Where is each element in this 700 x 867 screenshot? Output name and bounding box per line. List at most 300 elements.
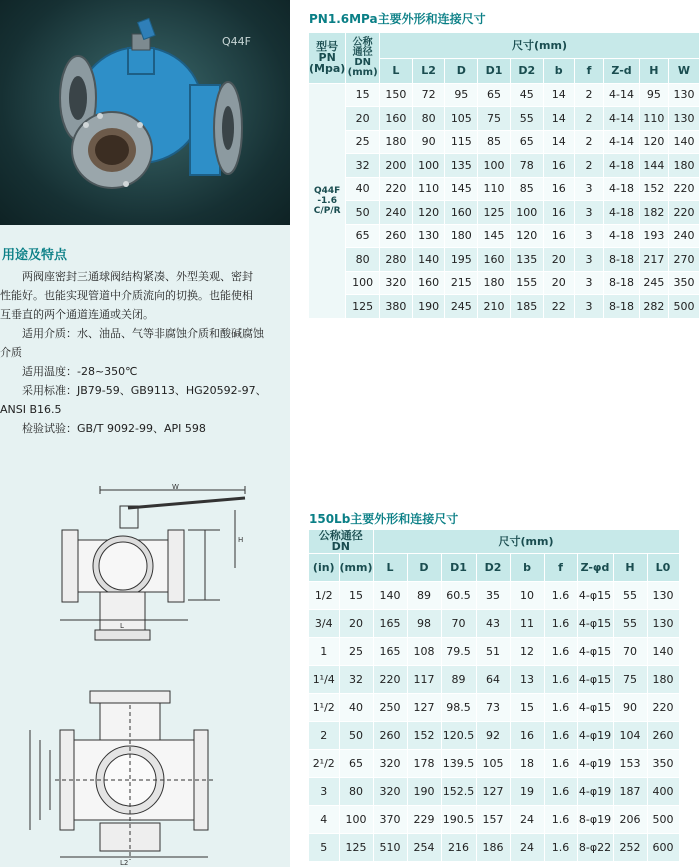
table2-cell: 320 [373, 749, 407, 777]
table1-cell: 350 [668, 271, 699, 295]
table1-cell: 2 [574, 154, 603, 178]
table1-cell: 125 [346, 295, 380, 319]
table1-cell: 4-18 [604, 201, 640, 225]
table1-header-dn-l2: 通径 [352, 46, 373, 58]
table1-model-line: Q44F [313, 185, 341, 196]
table1-cell: 14 [543, 83, 574, 107]
table1-cell: 160 [379, 107, 412, 131]
table2-cell: 16 [510, 721, 544, 749]
table1-cell: 120 [639, 130, 668, 154]
table1-row [309, 295, 700, 319]
features-desc-line2: 性能好。也能实现管道中介质流向的切换。也能使相 [0, 289, 253, 302]
table2-cell: 140 [373, 581, 407, 609]
table2-cell: 20 [339, 609, 373, 637]
table1-cell: 144 [639, 154, 668, 178]
table2-col-header: H [613, 553, 647, 581]
table2-cell: 1 [309, 637, 339, 665]
table1-cell: 220 [668, 201, 699, 225]
table2-cell: 80 [339, 777, 373, 805]
table1-cell: 120 [510, 224, 543, 248]
features-title: 用途及特点 [2, 248, 68, 263]
table1-header-model-l1: 型号 [316, 40, 339, 54]
table1-cell: 180 [478, 271, 511, 295]
table1-col-header: L2 [412, 58, 445, 83]
table1-row [309, 130, 700, 154]
table2-cell: 40 [339, 693, 373, 721]
table1-cell: 160 [478, 248, 511, 272]
table1-cell: 110 [639, 107, 668, 131]
table1-cell: 22 [543, 295, 574, 319]
table2-cell: 92 [476, 721, 510, 749]
table1-cell: 55 [510, 107, 543, 131]
table1-cell: 25 [346, 130, 380, 154]
table2-cell: 130 [647, 609, 679, 637]
table2-cell: 1.6 [544, 805, 577, 833]
table2-row [309, 609, 679, 637]
table2-cell: 187 [613, 777, 647, 805]
table2-cell: 98 [407, 609, 441, 637]
table1-cell: 182 [639, 201, 668, 225]
table2-cell: 152.5 [441, 777, 476, 805]
table2-cell: 50 [339, 721, 373, 749]
table1-cell: 200 [379, 154, 412, 178]
table1-cell: 110 [478, 177, 511, 201]
table1-cell: 3 [574, 201, 603, 225]
table1-cell: 215 [445, 271, 478, 295]
table1-cell: 2 [574, 83, 603, 107]
table2-cell: 1.6 [544, 749, 577, 777]
features-standard-line2: ANSI B16.5 [0, 403, 62, 416]
table2-col-header: D2 [476, 553, 510, 581]
table1-cell: 100 [346, 271, 380, 295]
table1-cell: 32 [346, 154, 380, 178]
table2-cell: 8-φ22 [577, 833, 613, 861]
table1-cell: 155 [510, 271, 543, 295]
table1-model-cell [309, 83, 346, 318]
table2-cell: 220 [647, 693, 679, 721]
table2-cell: 104 [613, 721, 647, 749]
table2-row [309, 833, 679, 861]
table2-cell: 4-φ15 [577, 665, 613, 693]
table1-col-header: D2 [510, 58, 543, 83]
table2-title: 150Lb主要外形和连接尺寸 [309, 512, 459, 526]
table1-row [309, 107, 700, 131]
table2-cell: 260 [373, 721, 407, 749]
photo-caption: Q44F [222, 35, 251, 48]
table1-cell: 152 [639, 177, 668, 201]
table2-cell: 4-φ15 [577, 609, 613, 637]
table1-cell: 100 [478, 154, 511, 178]
table2-col-header: D [407, 553, 441, 581]
table1-cell: 217 [639, 248, 668, 272]
table1-cell: 65 [346, 224, 380, 248]
table2-col-header: L [373, 553, 407, 581]
table1-cell: 190 [412, 295, 445, 319]
table1-cell: 8-18 [604, 271, 640, 295]
table2-cell: 35 [476, 581, 510, 609]
table2-col-header: (mm) [339, 553, 373, 581]
table2-row [309, 749, 679, 777]
table1-cell: 45 [510, 83, 543, 107]
table2-cell: 75 [613, 665, 647, 693]
table1-col-header: H [639, 58, 668, 83]
table1-cell: 95 [639, 83, 668, 107]
table2-cell: 1¹/4 [309, 665, 339, 693]
table2-cell: 1.6 [544, 777, 577, 805]
table2-cell: 32 [339, 665, 373, 693]
drawing-label-w: W [172, 483, 179, 491]
table2-cell: 130 [647, 581, 679, 609]
table2-cell: 5 [309, 833, 339, 861]
table1-cell: 210 [478, 295, 511, 319]
left-column [0, 0, 290, 867]
table1-header-size: 尺寸(mm) [379, 33, 699, 58]
valve-illustration [0, 0, 290, 225]
table1-cell: 2 [574, 130, 603, 154]
table2-cell: 127 [476, 777, 510, 805]
features-section [0, 232, 290, 438]
table1-cell: 65 [510, 130, 543, 154]
table1-row [309, 154, 700, 178]
table1-cell: 245 [445, 295, 478, 319]
table1-cell: 140 [668, 130, 699, 154]
table2-cell: 15 [510, 693, 544, 721]
table1-cell: 3 [574, 224, 603, 248]
table2-cell: 3 [309, 777, 339, 805]
table2-cell: 98.5 [441, 693, 476, 721]
table2-cell: 1.6 [544, 637, 577, 665]
features-desc-line1: 两阀座密封三通球阀结构紧凑、外型美观、密封 [22, 270, 253, 283]
table2-cell: 125 [339, 833, 373, 861]
table2-cell: 178 [407, 749, 441, 777]
table1-cell: 140 [412, 248, 445, 272]
table1-cell: 85 [478, 130, 511, 154]
table2-cell: 600 [647, 833, 679, 861]
table1-cell: 40 [346, 177, 380, 201]
table1-cell: 15 [346, 83, 380, 107]
table2-cell: 2 [309, 721, 339, 749]
table1-model-line: C/P/R [313, 205, 341, 216]
table2-cell: 70 [441, 609, 476, 637]
table2-cell: 186 [476, 833, 510, 861]
table2-cell: 120.5 [441, 721, 476, 749]
table1-col-header: b [543, 58, 574, 83]
table1-row [309, 248, 700, 272]
table2-cell: 105 [476, 749, 510, 777]
table2-cell: 139.5 [441, 749, 476, 777]
table2-cell: 51 [476, 637, 510, 665]
table1-cell: 160 [445, 201, 478, 225]
table2-cell: 73 [476, 693, 510, 721]
table2-cell: 1.6 [544, 609, 577, 637]
table2-cell: 1¹/2 [309, 693, 339, 721]
table2-cell: 11 [510, 609, 544, 637]
table2-cell: 100 [339, 805, 373, 833]
table1-header-model [309, 33, 346, 83]
table1-header-model-l3: (Mpa) [309, 62, 346, 76]
table1-cell: 240 [379, 201, 412, 225]
table2-cell: 90 [613, 693, 647, 721]
table2-cell: 108 [407, 637, 441, 665]
table1-row [309, 271, 700, 295]
table1-cell: 145 [445, 177, 478, 201]
table2-cell: 13 [510, 665, 544, 693]
table1-cell: 135 [510, 248, 543, 272]
table2-cell: 1.6 [544, 693, 577, 721]
table2-cell: 206 [613, 805, 647, 833]
table1-cell: 75 [478, 107, 511, 131]
table2-cell: 4-φ15 [577, 637, 613, 665]
table2-cell: 89 [407, 581, 441, 609]
table2-cell: 510 [373, 833, 407, 861]
table2-cell: 4-φ15 [577, 581, 613, 609]
valve-drawing-side [0, 480, 290, 650]
table2-cell: 25 [339, 637, 373, 665]
table2-cell: 24 [510, 833, 544, 861]
table2-col-header: D1 [441, 553, 476, 581]
table2-cell: 140 [647, 637, 679, 665]
table1-cell: 120 [412, 201, 445, 225]
table1-cell: 20 [543, 271, 574, 295]
table2-col-header: f [544, 553, 577, 581]
table1-header-dn [346, 33, 380, 83]
table2-cell: 157 [476, 805, 510, 833]
table1-cell: 500 [668, 295, 699, 319]
table1-cell: 8-18 [604, 248, 640, 272]
table1-cell: 4-18 [604, 224, 640, 248]
table1-cell: 100 [412, 154, 445, 178]
table1-cell: 4-14 [604, 83, 640, 107]
table2-row [309, 805, 679, 833]
table2-row [309, 637, 679, 665]
table1-cell: 220 [379, 177, 412, 201]
table2-cell: 3/4 [309, 609, 339, 637]
table2-cell: 18 [510, 749, 544, 777]
table1-cell: 50 [346, 201, 380, 225]
table2-cell: 1.6 [544, 665, 577, 693]
table2-col-header: (in) [309, 553, 339, 581]
table2-cell: 4-φ19 [577, 721, 613, 749]
table2-col-header: b [510, 553, 544, 581]
table2-row [309, 581, 679, 609]
table2-cell: 1.6 [544, 721, 577, 749]
table2-cell: 1/2 [309, 581, 339, 609]
table1-cell: 320 [379, 271, 412, 295]
table2-cell: 43 [476, 609, 510, 637]
table1-cell: 280 [379, 248, 412, 272]
table2-cell: 15 [339, 581, 373, 609]
table1-pn16 [309, 33, 700, 319]
table1-cell: 180 [668, 154, 699, 178]
table1-cell: 3 [574, 248, 603, 272]
table1-col-header: D [445, 58, 478, 83]
table2-cell: 216 [441, 833, 476, 861]
table2-cell: 65 [339, 749, 373, 777]
table2-cell: 19 [510, 777, 544, 805]
table2-row [309, 721, 679, 749]
table2-cell: 190 [407, 777, 441, 805]
table2-cell: 89 [441, 665, 476, 693]
table1-cell: 80 [412, 107, 445, 131]
drawing-label-l: L [120, 622, 124, 630]
table2-cell: 229 [407, 805, 441, 833]
table1-header-dn-l3: DN [354, 56, 371, 68]
table1-cell: 380 [379, 295, 412, 319]
table2-row [309, 777, 679, 805]
table1-cell: 270 [668, 248, 699, 272]
table1-cell: 16 [543, 201, 574, 225]
drawing-label-l2: L2 [120, 859, 129, 865]
table2-cell: 55 [613, 581, 647, 609]
table2-row [309, 665, 679, 693]
features-media-line2: 介质 [0, 346, 22, 359]
table1-cell: 16 [543, 154, 574, 178]
table1-cell: 125 [478, 201, 511, 225]
table1-col-header: f [574, 58, 603, 83]
table2-cell: 180 [647, 665, 679, 693]
table1-cell: 282 [639, 295, 668, 319]
table1-cell: 85 [510, 177, 543, 201]
table2-cell: 55 [613, 609, 647, 637]
table2-cell: 260 [647, 721, 679, 749]
table1-cell: 193 [639, 224, 668, 248]
table2-cell: 152 [407, 721, 441, 749]
table1-cell: 80 [346, 248, 380, 272]
table1-cell: 150 [379, 83, 412, 107]
table2-cell: 64 [476, 665, 510, 693]
table2-header-dn [309, 530, 373, 553]
table1-cell: 110 [412, 177, 445, 201]
table2-cell: 252 [613, 833, 647, 861]
table1-cell: 195 [445, 248, 478, 272]
table1-cell: 72 [412, 83, 445, 107]
table1-cell: 180 [379, 130, 412, 154]
table2-cell: 500 [647, 805, 679, 833]
table2-cell: 1.6 [544, 581, 577, 609]
table1-cell: 130 [668, 83, 699, 107]
table2-cell: 190.5 [441, 805, 476, 833]
table1-cell: 130 [412, 224, 445, 248]
table1-cell: 105 [445, 107, 478, 131]
table2-cell: 250 [373, 693, 407, 721]
table2-cell: 117 [407, 665, 441, 693]
features-inspection: 检验试验：GB/T 9092-99、API 598 [22, 422, 206, 435]
table2-cell: 1.6 [544, 833, 577, 861]
table1-cell: 65 [478, 83, 511, 107]
table1-cell: 14 [543, 107, 574, 131]
table1-cell: 3 [574, 177, 603, 201]
table2-cell: 12 [510, 637, 544, 665]
table1-col-header: L [379, 58, 412, 83]
table2-cell: 165 [373, 609, 407, 637]
valve-photo [0, 0, 290, 225]
table1-model-line: -1.6 [317, 195, 337, 206]
table1-cell: 16 [543, 177, 574, 201]
table1-cell: 240 [668, 224, 699, 248]
table1-cell: 135 [445, 154, 478, 178]
table2-cell: 60.5 [441, 581, 476, 609]
table2-header-size: 尺寸(mm) [373, 530, 679, 553]
table1-row [309, 224, 700, 248]
table2-cell: 254 [407, 833, 441, 861]
table1-cell: 4-18 [604, 154, 640, 178]
table2-col-header: Z-φd [577, 553, 613, 581]
table2-cell: 220 [373, 665, 407, 693]
table1-cell: 4-14 [604, 130, 640, 154]
table2-cell: 370 [373, 805, 407, 833]
table1-row [309, 83, 700, 107]
table1-cell: 3 [574, 295, 603, 319]
table1-col-header: Z-d [604, 58, 640, 83]
table1-title: PN1.6MPa主要外形和连接尺寸 [309, 12, 486, 26]
table2-cell: 4-φ15 [577, 693, 613, 721]
table1-row [309, 177, 700, 201]
table2-cell: 165 [373, 637, 407, 665]
features-temperature: 适用温度：-28~350℃ [22, 365, 138, 378]
table2-cell: 4 [309, 805, 339, 833]
table1-cell: 160 [412, 271, 445, 295]
table1-row [309, 201, 700, 225]
table1-cell: 245 [639, 271, 668, 295]
table1-header-dn-l1: 公称 [352, 36, 373, 48]
table2-row [309, 693, 679, 721]
table1-cell: 4-18 [604, 177, 640, 201]
table1-cell: 185 [510, 295, 543, 319]
table2-cell: 79.5 [441, 637, 476, 665]
table1-cell: 3 [574, 271, 603, 295]
table1-cell: 20 [346, 107, 380, 131]
table1-cell: 2 [574, 107, 603, 131]
table1-header-model-l2: PN [318, 51, 336, 65]
features-media-line1: 适用介质：水、油品、气等非腐蚀介质和酸碱腐蚀 [22, 327, 264, 340]
table2-col-header: L0 [647, 553, 679, 581]
table1-col-header: D1 [478, 58, 511, 83]
table1-cell: 90 [412, 130, 445, 154]
table1-cell: 4-14 [604, 107, 640, 131]
table2-cell: 4-φ19 [577, 777, 613, 805]
valve-drawing-section [0, 685, 290, 865]
table1-cell: 20 [543, 248, 574, 272]
table2-cell: 400 [647, 777, 679, 805]
table2-cell: 4-φ19 [577, 749, 613, 777]
table1-cell: 100 [510, 201, 543, 225]
table1-cell: 16 [543, 224, 574, 248]
table2-cell: 127 [407, 693, 441, 721]
table1-cell: 130 [668, 107, 699, 131]
table1-cell: 220 [668, 177, 699, 201]
table1-cell: 14 [543, 130, 574, 154]
table1-cell: 8-18 [604, 295, 640, 319]
table1-cell: 145 [478, 224, 511, 248]
table2-cell: 2¹/2 [309, 749, 339, 777]
table2-cell: 24 [510, 805, 544, 833]
table2-cell: 70 [613, 637, 647, 665]
table1-cell: 260 [379, 224, 412, 248]
table1-cell: 95 [445, 83, 478, 107]
table2-header-dn-l2: DN [331, 540, 350, 554]
table2-cell: 153 [613, 749, 647, 777]
table2-cell: 10 [510, 581, 544, 609]
table2-cell: 320 [373, 777, 407, 805]
features-desc-line3: 互垂直的两个通道连通或关闭。 [0, 308, 154, 321]
table2-cell: 8-φ19 [577, 805, 613, 833]
table2-header-dn-l1: 公称通径 [318, 529, 363, 543]
table1-col-header: W [668, 58, 699, 83]
table2-cell: 350 [647, 749, 679, 777]
drawing-label-h: H [238, 536, 244, 544]
table1-cell: 180 [445, 224, 478, 248]
table1-cell: 115 [445, 130, 478, 154]
